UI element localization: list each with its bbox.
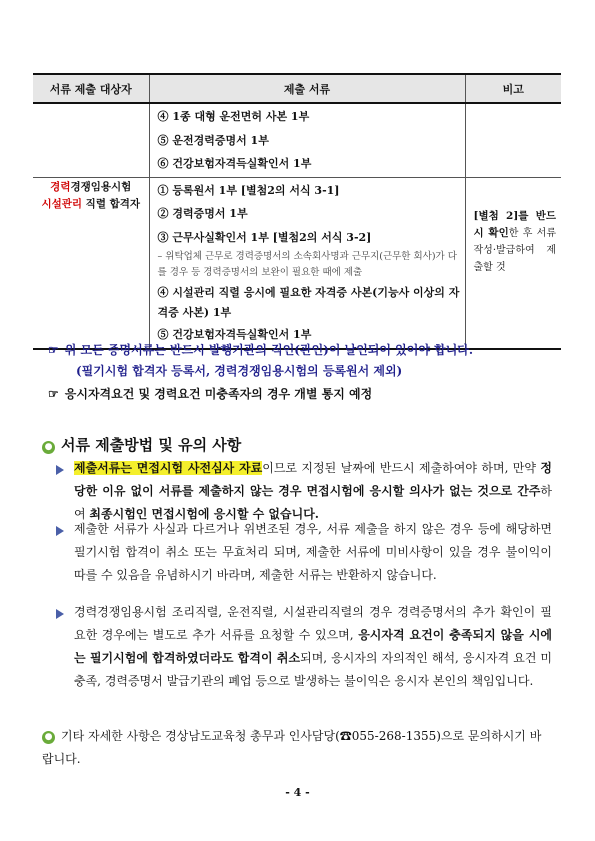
paragraph-additional bbox=[74, 601, 552, 693]
target-red-text: 경력 bbox=[50, 180, 71, 193]
triangle-bullet-icon bbox=[56, 465, 64, 475]
target-text: 직렬 합격자 bbox=[82, 197, 141, 210]
notice-exception: (필기시험 합격자 등록서, 경력경쟁임용시험의 등록원서 제외) bbox=[76, 364, 403, 378]
section-title bbox=[42, 434, 241, 455]
notice-stamp-text: 위 모든 증명서류는 반드시 발행기관의 직인(관인)이 날인되어 있어야 합니다. bbox=[64, 343, 474, 357]
notice-individual-text: 응시자격요건 및 경력요건 미충족자의 경우 개별 통지 예정 bbox=[64, 387, 373, 401]
header-target: 서류 제출 대상자 bbox=[33, 74, 149, 103]
cell-note-empty bbox=[465, 103, 561, 177]
para-bold: 응시자격 요건이 충족되지 않을 시에는 필기시험에 합격하였더라도 합격이 취소 bbox=[74, 628, 553, 665]
notice-stamp bbox=[48, 341, 473, 358]
header-note: 비고 bbox=[465, 74, 561, 103]
cell-documents bbox=[149, 177, 465, 349]
target-red-text: 시설관리 bbox=[41, 197, 83, 210]
table-header-row bbox=[33, 74, 561, 103]
para-bold: 정당한 이유 없이 서류를 제출하지 않는 경우 면접시험에 응시할 의사가 없는 것으로 간주 bbox=[74, 461, 552, 498]
doc-item: ② 경력증명서 1부 bbox=[157, 207, 248, 220]
triangle-bullet-icon bbox=[56, 526, 64, 536]
para-text: 하여 bbox=[74, 484, 552, 521]
doc-item: ⑤ 건강보험자격득실확인서 1부 bbox=[157, 328, 312, 341]
para-bold: 최종시험인 면접시험에 응시할 수 없습니다. bbox=[89, 507, 319, 521]
pointing-hand-icon: ☞ bbox=[48, 343, 59, 357]
documents-table bbox=[33, 73, 561, 350]
doc-item: ③ 근무사실확인서 1부 [별첨2의 서식 3-2] bbox=[157, 230, 372, 244]
section-title-text: 서류 제출방법 및 유의 사항 bbox=[61, 436, 242, 454]
notice-individual bbox=[48, 385, 372, 402]
cell-documents bbox=[149, 103, 465, 177]
contact-info bbox=[42, 725, 552, 771]
green-bullet-icon: ● bbox=[42, 441, 55, 454]
cell-target-empty bbox=[33, 103, 149, 177]
cell-target bbox=[33, 177, 149, 349]
doc-subnote: – 위탁업체 근무로 경력증명서의 소속회사명과 근무지(근무한 회사)가 다를 경우 등 경력증명서의 보완이 필요한 때에 제출 bbox=[157, 251, 457, 278]
cell-note bbox=[465, 177, 561, 349]
doc-item: ⑤ 운전경력증명서 1부 bbox=[157, 133, 269, 147]
green-bullet-icon: ● bbox=[42, 731, 55, 744]
doc-item: ① 등록원서 1부 [별첨2의 서식 3-1] bbox=[157, 183, 340, 197]
table-row bbox=[33, 103, 561, 177]
contact-text: 기타 자세한 사항은 경상남도교육청 총무과 인사담당(☎055-268-1355)으로 문의하시기 바랍니다. bbox=[42, 729, 542, 766]
header-documents: 제출 서류 bbox=[149, 74, 465, 103]
doc-item: ④ 시설관리 직렬 응시에 필요한 자격증 사본(기능사 이상의 자격증 사본) 1부 bbox=[157, 286, 460, 319]
highlight-text: 제출서류는 면접시험 사전심사 자료 bbox=[74, 461, 263, 475]
paragraph-submission bbox=[74, 457, 552, 526]
para-text: 이므로 지정된 날짜에 반드시 제출하여야 하며, 만약 bbox=[262, 461, 541, 475]
para-text: 경력경쟁임용시험 조리직렬, 운전직렬, 시설관리직렬의 경우 경력증명서의 추가 확인이 필요한 경우에는 별도로 추가 서류를 요청할 수 있으며, bbox=[74, 605, 552, 642]
pointing-hand-icon: ☞ bbox=[48, 387, 59, 401]
note-text: 한 후 서류 작성·발급하여 제출할 것 bbox=[473, 227, 557, 273]
triangle-bullet-icon bbox=[56, 609, 64, 619]
paragraph-falsified: 제출한 서류가 사실과 다르거나 위변조된 경우, 서류 제출을 하지 않은 경우 등에 해당하면 필기시험 합격이 취소 또는 무효처리 되며, 제출한 서류에 미비사항이 있을 경우 불이익이 따를 수 있음을 유념하시기 바라며, 제출한 서류는 반환하지 않습니다. bbox=[74, 522, 552, 582]
table-row bbox=[33, 177, 561, 349]
doc-item: ④ 1종 대형 운전면허 사본 1부 bbox=[157, 110, 310, 123]
target-text: 경쟁임용시험 bbox=[70, 180, 132, 193]
para-text: 되며, 응시자의 자의적인 해석, 응시자격 요건 미충족, 경력증명서 발급기관의 폐업 등으로 발생하는 불이익은 응시자 본인의 책임입니다. bbox=[74, 651, 553, 688]
page-number: - 4 - bbox=[285, 786, 310, 799]
note-bold: [별첨 2]를 반드시 확인 bbox=[473, 209, 556, 239]
doc-item: ⑥ 건강보험자격득실확인서 1부 bbox=[157, 157, 312, 170]
